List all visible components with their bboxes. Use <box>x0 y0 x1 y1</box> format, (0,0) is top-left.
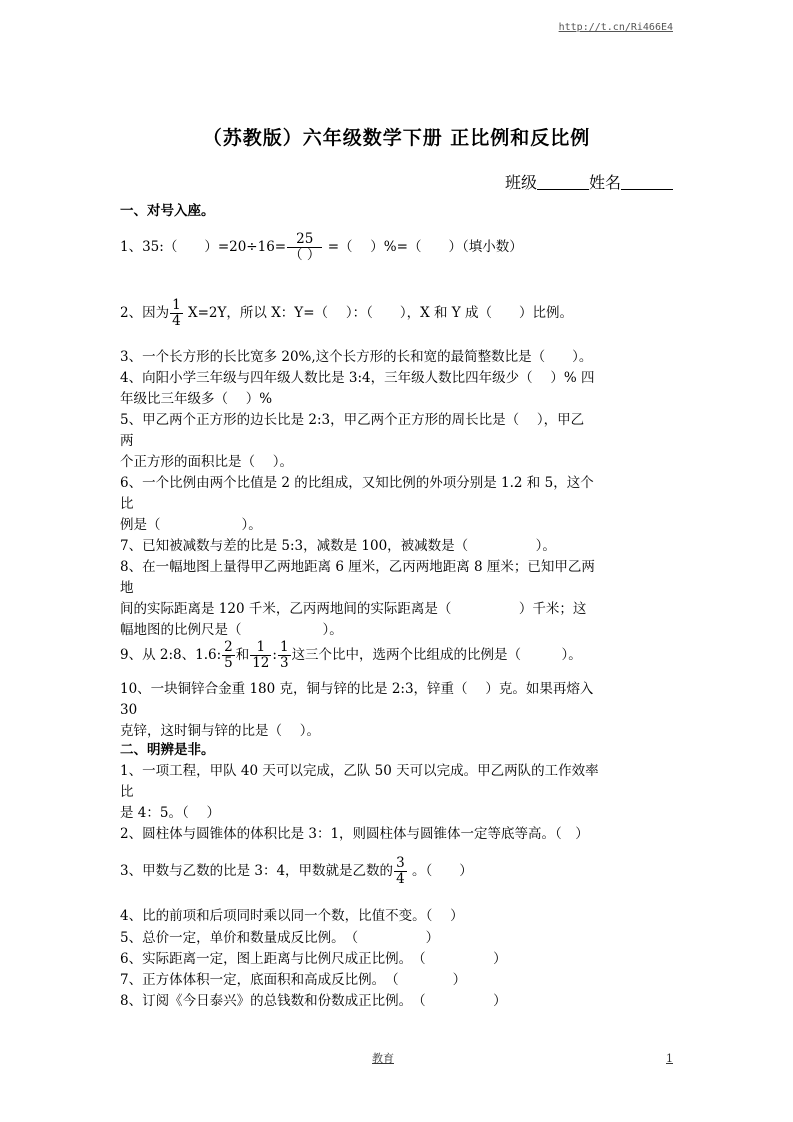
section2-heading: 二、明辨是非。 <box>120 742 215 758</box>
q9-fraction-2 <box>250 640 271 671</box>
question-10b: 30 <box>120 702 138 718</box>
question-9 <box>120 640 582 671</box>
q9-f3-den: 3 <box>279 655 289 671</box>
question-10c: 克锌，这时铜与锌的比是（ ）。 <box>120 723 321 739</box>
q9-fraction-1 <box>222 640 235 671</box>
q9-prefix: 9、从 2:8、1.6: <box>120 647 222 663</box>
question-6a: 6、一个比例由两个比值是 2 的比组成，又知比例的外项分别是 1.2 和 5，这个 <box>120 475 594 491</box>
j3-suffix: 。（ ） <box>407 863 473 879</box>
q9-f1-den: 5 <box>224 655 233 671</box>
footer-link[interactable]: 教育 <box>372 1052 394 1065</box>
name-label: 姓名 <box>588 173 621 192</box>
judge-1a: 1、一项工程，甲队 40 天可以完成，乙队 50 天可以完成。甲乙两队的工作效率 <box>120 763 599 779</box>
judge-5: 5、总价一定，单价和数量成反比例。 （ ） <box>120 930 440 946</box>
q2-frac-num: 1 <box>172 297 181 313</box>
question-3: 3、一个长方形的长比宽多 20%,这个长方形的长和宽的最简整数比是（ ）。 <box>120 349 593 365</box>
j3-frac-num: 3 <box>396 855 405 871</box>
question-6c: 例是（ ）。 <box>120 517 262 533</box>
page-number: 1 <box>666 1052 673 1065</box>
q2-frac-den: 4 <box>172 313 181 329</box>
question-10a: 10、一块铜锌合金重 180 克，铜与锌的比是 2:3，锌重（ ）克。如果再熔入 <box>120 681 594 697</box>
q9-f2-num: 1 <box>250 640 271 656</box>
judge-7: 7、正方体体积一定，底面积和高成反比例。 （ ） <box>120 972 467 988</box>
q9-suffix: 这三个比中，选两个比组成的比例是（ ）。 <box>291 647 582 663</box>
judge-1b: 比 <box>120 784 134 800</box>
q9-f1-num: 2 <box>224 639 233 655</box>
question-5c: 个正方形的面积比是（ ）。 <box>120 454 294 470</box>
judge-1c: 是 4：5。（ ） <box>120 805 221 821</box>
judge-4: 4、比的前项和后项同时乘以同一个数，比值不变。（ ） <box>120 908 464 924</box>
question-4a: 4、向阳小学三年级与四年级人数比是 3:4，三年级人数比四年级少（ ）% 四 <box>120 370 595 386</box>
j3-prefix: 3、甲数与乙数的比是 3：4，甲数就是乙数的 <box>120 863 394 879</box>
q2-suffix: X=2Y，所以 X：Y=（ ）：（ ），X 和 Y 成（ ）比例。 <box>183 305 573 321</box>
judge-3 <box>120 856 473 887</box>
q1-prefix: 1、35:（ ）=20÷16= <box>120 239 287 255</box>
question-8b: 地 <box>120 580 134 596</box>
question-8d: 幅地图的比例尺是（ ）。 <box>120 622 343 638</box>
question-8c: 间的实际距离是 120 千米，乙丙两地间的实际距离是（ ）千米；这 <box>120 601 587 617</box>
question-4b: 年级比三年级多（ ）% <box>120 391 273 407</box>
q9-mid1: 和 <box>235 647 250 663</box>
judge-6: 6、实际距离一定，图上距离与比例尺成正比例。 （ ） <box>120 951 507 967</box>
question-2 <box>120 298 573 329</box>
judge-2: 2、圆柱体与圆锥体的体积比是 3：1，则圆柱体与圆锥体一定等底等高。（ ） <box>120 826 589 842</box>
q9-fraction-3 <box>278 640 291 671</box>
class-name-line <box>505 170 673 193</box>
question-6b: 比 <box>120 496 134 512</box>
header-url-link[interactable]: http://t.cn/Ri466E4 <box>558 22 673 33</box>
section1-heading: 一、对号入座。 <box>120 203 215 219</box>
question-5a: 5、甲乙两个正方形的边长比是 2:3，甲乙两个正方形的周长比是（ ），甲乙 <box>120 412 585 428</box>
class-blank <box>537 173 589 190</box>
class-label: 班级 <box>504 173 537 192</box>
j3-frac-den: 4 <box>396 871 405 887</box>
q9-f3-num: 1 <box>279 639 289 655</box>
q2-prefix: 2、因为 <box>120 305 170 321</box>
question-8a: 8、在一幅地图上量得甲乙两地距离 6 厘米，乙丙两地距离 8 厘米；已知甲乙两 <box>120 559 595 575</box>
question-1 <box>120 232 523 263</box>
judge-8: 8、订阅《今日泰兴》的总钱数和份数成正比例。 （ ） <box>120 993 507 1009</box>
question-5b: 两 <box>120 433 134 449</box>
q2-fraction <box>170 298 183 329</box>
question-7: 7、已知被减数与差的比是 5:3，减数是 100，被减数是（ ）。 <box>120 538 556 554</box>
name-blank <box>621 173 673 190</box>
page-title: （苏教版）六年级数学下册 正比例和反比例 <box>202 127 591 149</box>
q9-f2-den: 12 <box>252 655 270 671</box>
q1-fraction <box>287 232 322 263</box>
q9-mid2: : <box>272 647 277 663</box>
q1-suffix: =（ ）%=（ ）（填小数） <box>323 239 523 255</box>
q1-frac-num: 25 <box>287 232 322 248</box>
q1-frac-den: （ ） <box>289 247 321 263</box>
j3-fraction <box>394 856 407 887</box>
